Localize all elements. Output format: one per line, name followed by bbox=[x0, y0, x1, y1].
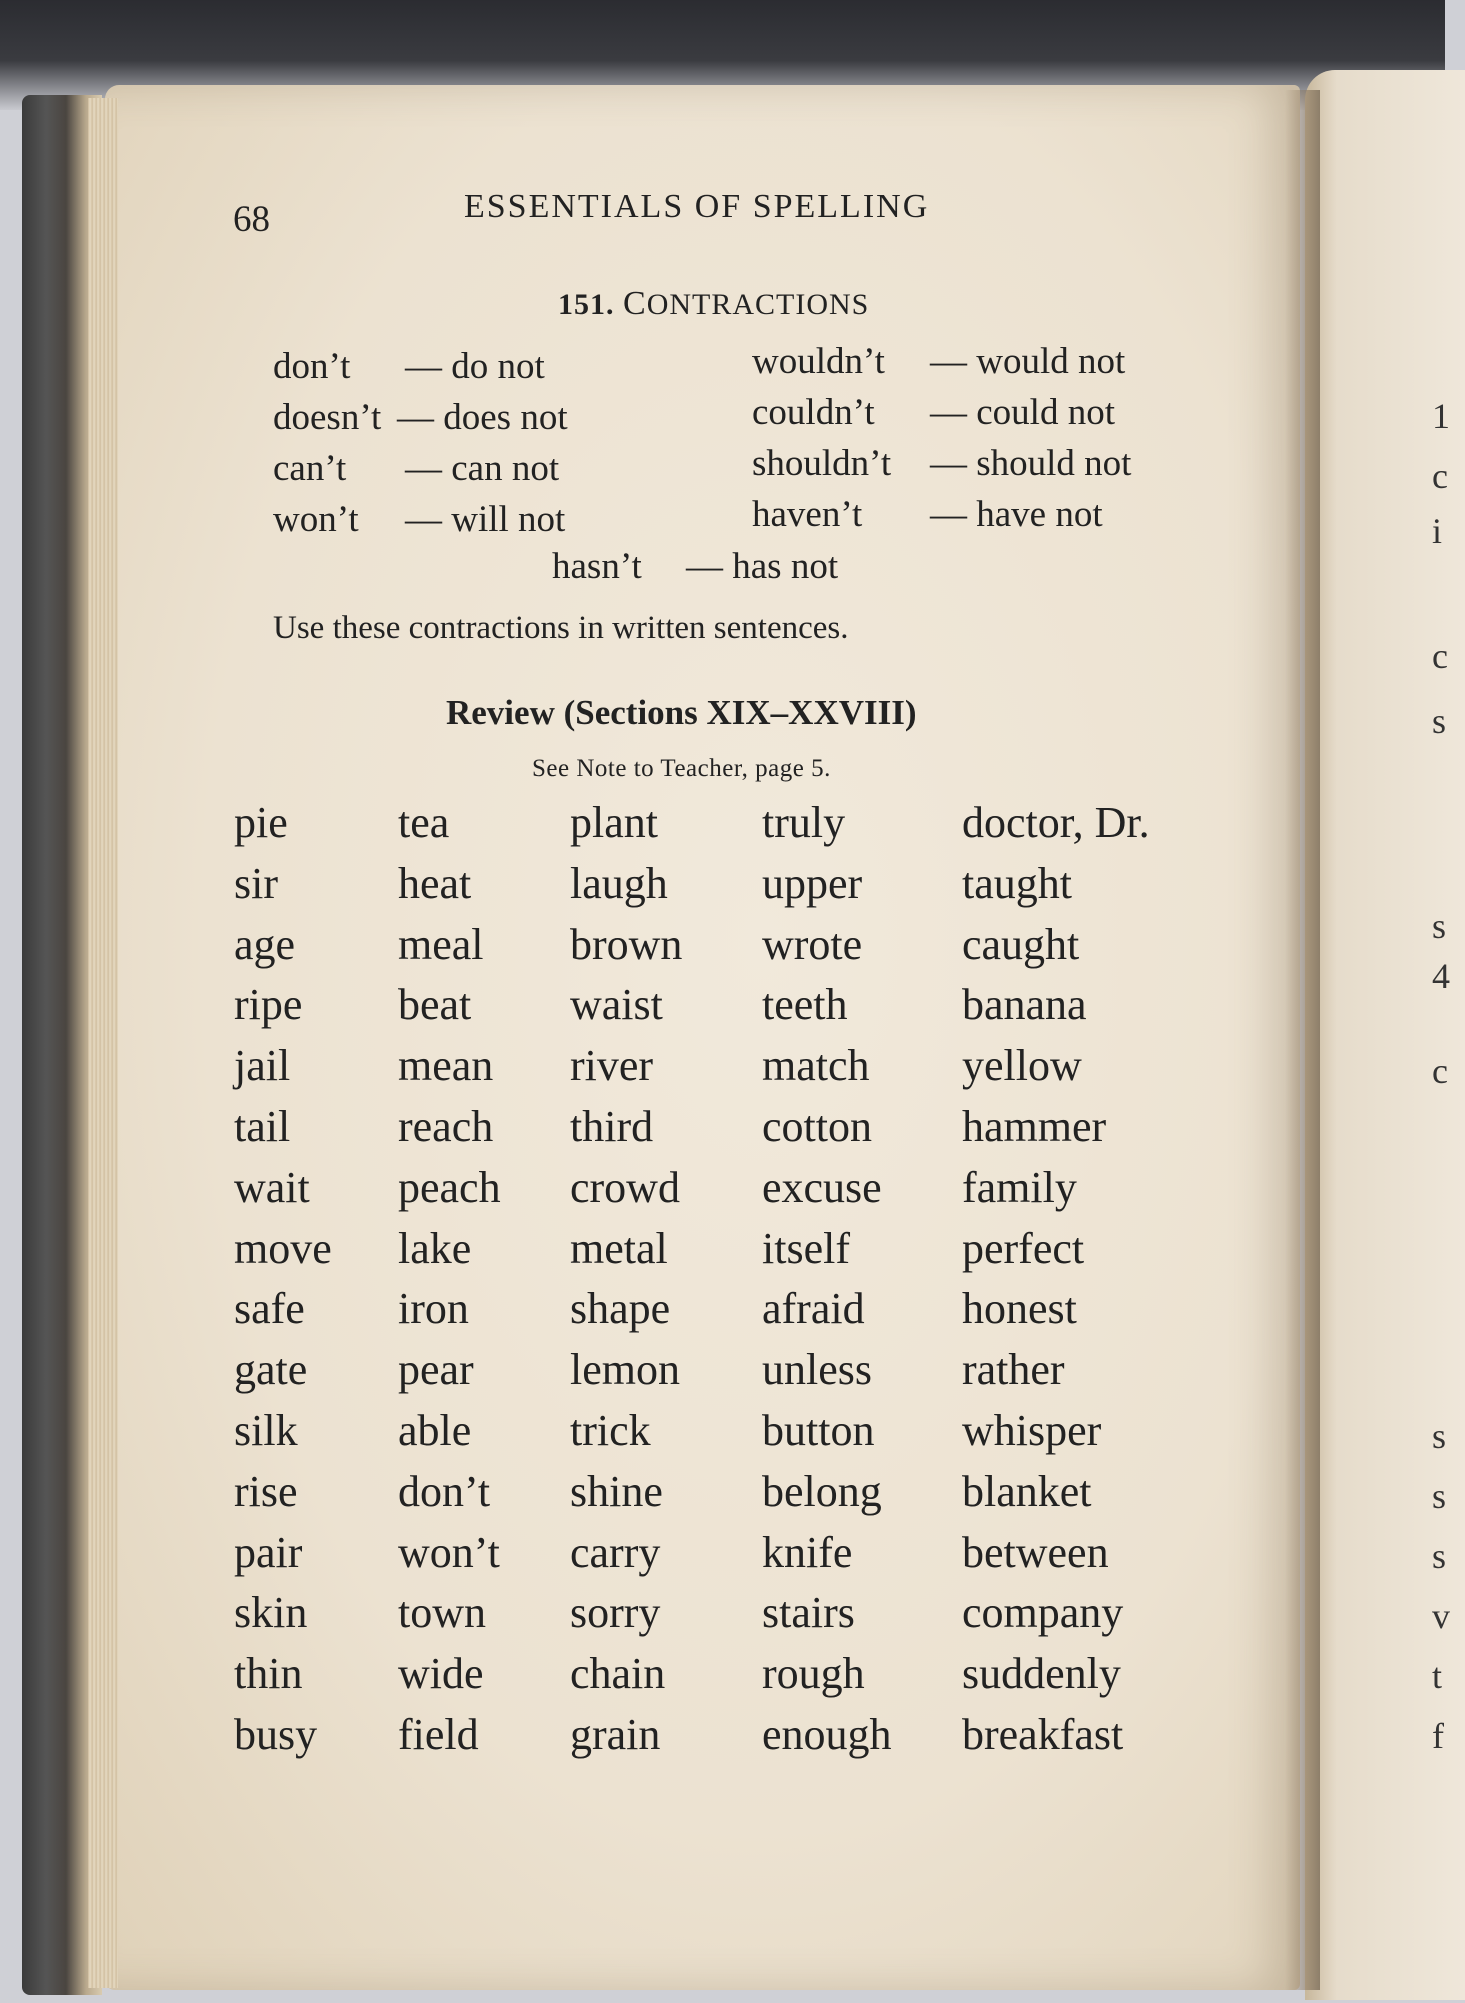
spelling-word: busy bbox=[234, 1709, 318, 1759]
spelling-word: tail bbox=[234, 1101, 291, 1151]
spelling-word: heat bbox=[398, 858, 472, 908]
spelling-word: grain bbox=[570, 1709, 661, 1759]
contraction-meaning: — would not bbox=[930, 341, 1126, 382]
spelling-word: mean bbox=[398, 1041, 494, 1091]
spelling-word: unless bbox=[762, 1345, 872, 1395]
spelling-word: rise bbox=[234, 1466, 298, 1516]
spelling-word: stairs bbox=[762, 1588, 855, 1638]
spelling-word: metal bbox=[570, 1223, 668, 1273]
spelling-word: shine bbox=[570, 1466, 663, 1516]
review-label: Review bbox=[446, 693, 555, 732]
facing-page-fragment: s bbox=[1432, 1536, 1447, 1576]
facing-page-fragment: c bbox=[1432, 456, 1448, 496]
spelling-word: won’t bbox=[398, 1527, 500, 1577]
contraction-row bbox=[752, 493, 1103, 536]
contraction-meaning: — do not bbox=[405, 346, 545, 387]
spelling-word: jail bbox=[234, 1041, 291, 1091]
section-number: 151. bbox=[558, 288, 615, 321]
contraction-meaning: — will not bbox=[405, 499, 566, 540]
contraction-row bbox=[273, 447, 560, 490]
spelling-word: perfect bbox=[962, 1223, 1085, 1273]
contraction-row bbox=[273, 345, 545, 388]
page-edges bbox=[88, 98, 118, 1988]
spelling-word: doctor, Dr. bbox=[962, 798, 1150, 847]
section-title-rest: ONTRACTIONS bbox=[646, 288, 870, 321]
facing-page-fragment: 4 bbox=[1432, 956, 1450, 996]
spelling-word: tea bbox=[398, 798, 450, 847]
spelling-word: peach bbox=[398, 1162, 501, 1212]
spelling-word: caught bbox=[962, 919, 1080, 969]
contraction-row bbox=[752, 391, 1115, 434]
spelling-word: plant bbox=[570, 798, 658, 847]
spelling-word: between bbox=[962, 1527, 1109, 1577]
contraction-meaning: — can not bbox=[405, 448, 560, 489]
spelling-word: chain bbox=[570, 1649, 666, 1699]
spelling-word: wide bbox=[398, 1649, 484, 1699]
contraction-meaning: — have not bbox=[930, 494, 1103, 535]
spelling-word: button bbox=[762, 1405, 875, 1455]
contraction-meaning: — has not bbox=[686, 546, 839, 587]
spelling-word: yellow bbox=[962, 1041, 1082, 1091]
spelling-word: company bbox=[962, 1588, 1124, 1638]
spelling-word: crowd bbox=[570, 1162, 680, 1212]
spelling-word: field bbox=[398, 1709, 479, 1759]
spelling-word: truly bbox=[762, 798, 846, 847]
spelling-word: lake bbox=[398, 1223, 472, 1273]
contraction-row bbox=[752, 442, 1132, 485]
facing-page-fragment: t bbox=[1432, 1656, 1443, 1696]
running-header: ESSENTIALS OF SPELLING bbox=[464, 188, 930, 225]
contraction-row bbox=[552, 545, 839, 588]
spelling-word: suddenly bbox=[962, 1649, 1121, 1699]
review-sections: (Sections XIX–XXVIII) bbox=[563, 693, 917, 732]
spelling-word: lemon bbox=[570, 1345, 680, 1395]
facing-page-fragment: i bbox=[1432, 511, 1443, 551]
spelling-word: family bbox=[962, 1162, 1077, 1212]
contraction-meaning: — should not bbox=[930, 443, 1132, 484]
spelling-word: safe bbox=[234, 1284, 305, 1334]
spelling-word: reach bbox=[398, 1101, 494, 1151]
contraction-row bbox=[752, 340, 1126, 383]
contraction-word: won’t bbox=[273, 499, 359, 540]
spelling-word: river bbox=[570, 1041, 654, 1091]
facing-page-fragment: c bbox=[1432, 1051, 1448, 1091]
contraction-meaning: — does not bbox=[397, 397, 568, 438]
facing-page-fragment: 1 bbox=[1432, 396, 1450, 436]
facing-page-fragment: v bbox=[1432, 1596, 1450, 1636]
spelling-word: shape bbox=[570, 1284, 671, 1334]
spelling-word: don’t bbox=[398, 1466, 491, 1516]
spelling-word: sorry bbox=[570, 1588, 661, 1638]
spelling-word: sir bbox=[234, 858, 278, 908]
spelling-word: honest bbox=[962, 1284, 1077, 1334]
spelling-word: belong bbox=[762, 1466, 882, 1516]
facing-page bbox=[1305, 70, 1465, 2000]
word-column-4 bbox=[762, 793, 982, 1766]
facing-page-fragment: c bbox=[1432, 636, 1448, 676]
spelling-word: able bbox=[398, 1405, 472, 1455]
spelling-word: wait bbox=[234, 1162, 310, 1212]
section-title-initial: C bbox=[623, 285, 647, 322]
spelling-word: teeth bbox=[762, 980, 848, 1030]
contraction-word: doesn’t bbox=[273, 397, 382, 438]
page-gutter bbox=[1285, 90, 1320, 1990]
facing-page-fragment: s bbox=[1432, 906, 1447, 946]
spelling-word: knife bbox=[762, 1527, 853, 1577]
section-heading bbox=[558, 285, 869, 323]
spelling-word: match bbox=[762, 1041, 870, 1091]
spelling-word: pear bbox=[398, 1345, 474, 1395]
contraction-word: couldn’t bbox=[752, 392, 875, 433]
page-number: 68 bbox=[233, 199, 270, 240]
spelling-word: iron bbox=[398, 1284, 469, 1334]
contraction-word: shouldn’t bbox=[752, 443, 892, 484]
instruction-text: Use these contractions in written sentences. bbox=[273, 610, 849, 646]
spelling-word: breakfast bbox=[962, 1709, 1124, 1759]
spelling-word: afraid bbox=[762, 1284, 865, 1334]
contraction-row bbox=[273, 498, 566, 541]
facing-page-fragment: s bbox=[1432, 701, 1447, 741]
spelling-word: third bbox=[570, 1101, 654, 1151]
contraction-row bbox=[273, 396, 568, 439]
spelling-word: trick bbox=[570, 1405, 651, 1455]
teacher-note: See Note to Teacher, page 5. bbox=[532, 755, 831, 782]
facing-page-fragment: s bbox=[1432, 1416, 1447, 1456]
word-column-3 bbox=[570, 793, 790, 1766]
spelling-word: enough bbox=[762, 1709, 892, 1759]
facing-page-fragment: f bbox=[1432, 1716, 1444, 1756]
spelling-word: silk bbox=[234, 1405, 298, 1455]
contraction-word: don’t bbox=[273, 346, 351, 387]
spelling-word: laugh bbox=[570, 858, 668, 908]
spelling-word: banana bbox=[962, 980, 1087, 1030]
spelling-word: pair bbox=[234, 1527, 303, 1577]
spelling-word: carry bbox=[570, 1527, 661, 1577]
spelling-word: beat bbox=[398, 980, 472, 1030]
spelling-word: meal bbox=[398, 919, 484, 969]
spelling-word: waist bbox=[570, 980, 663, 1030]
spelling-word: taught bbox=[962, 858, 1072, 908]
spelling-word: rather bbox=[962, 1345, 1065, 1395]
spelling-word: skin bbox=[234, 1588, 308, 1638]
contraction-word: can’t bbox=[273, 448, 347, 489]
spelling-word: upper bbox=[762, 858, 863, 908]
spelling-word: move bbox=[234, 1223, 332, 1273]
spelling-word: thin bbox=[234, 1649, 303, 1699]
spelling-word: cotton bbox=[762, 1101, 872, 1151]
spelling-word: itself bbox=[762, 1223, 850, 1273]
contraction-meaning: — could not bbox=[930, 392, 1115, 433]
spelling-word: hammer bbox=[962, 1101, 1107, 1151]
contraction-word: wouldn’t bbox=[752, 341, 885, 382]
spelling-word: pie bbox=[234, 798, 288, 847]
spelling-word: age bbox=[234, 919, 296, 969]
spelling-word: wrote bbox=[762, 919, 863, 969]
spelling-word: whisper bbox=[962, 1405, 1102, 1455]
spelling-word: town bbox=[398, 1588, 486, 1638]
spelling-word: ripe bbox=[234, 980, 303, 1030]
word-column-5 bbox=[962, 793, 1222, 1766]
facing-page-fragment: s bbox=[1432, 1476, 1447, 1516]
contraction-word: haven’t bbox=[752, 494, 863, 535]
spelling-word: gate bbox=[234, 1345, 308, 1395]
spelling-word: brown bbox=[570, 919, 683, 969]
spelling-word: blanket bbox=[962, 1466, 1092, 1516]
contraction-word: hasn’t bbox=[552, 546, 642, 587]
spelling-word: excuse bbox=[762, 1162, 882, 1212]
review-heading bbox=[446, 693, 917, 733]
spelling-word: rough bbox=[762, 1649, 865, 1699]
